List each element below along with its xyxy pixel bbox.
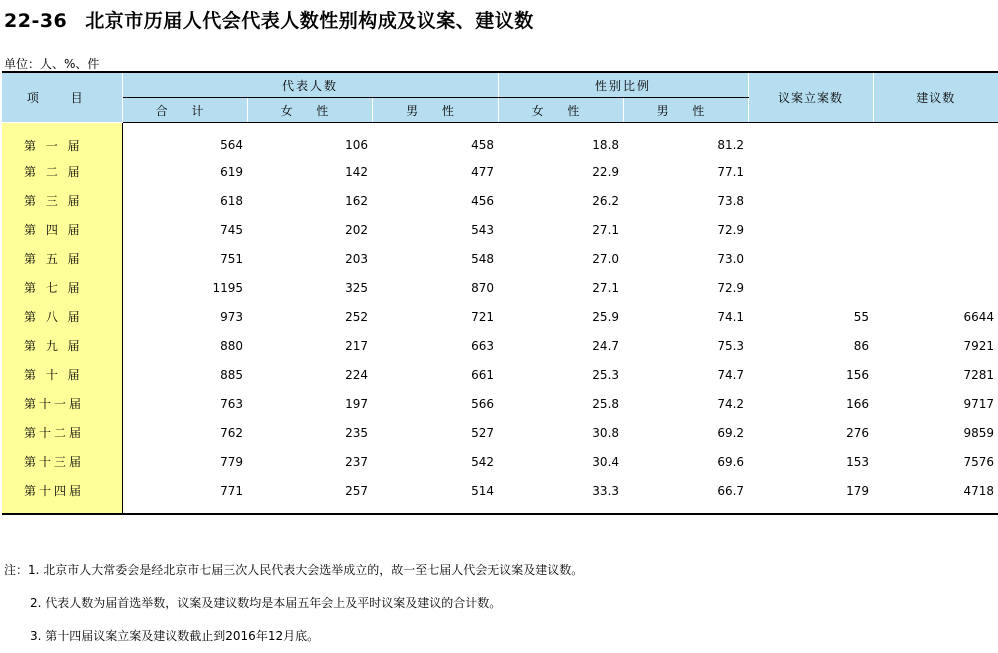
cell-motions	[748, 157, 873, 186]
cell-female-ratio: 25.9	[592, 309, 620, 324]
footnote-text: 代表人数为届首选举数，议案及建议数均是本届五年会上及平时议案及建议的合计数。	[45, 596, 502, 610]
cell-female: 235	[345, 425, 368, 440]
cell-suggestions	[873, 123, 998, 158]
table-row	[2, 476, 998, 514]
cell-male: 661	[471, 367, 495, 382]
table-row	[2, 273, 998, 302]
cell-suggestions: 9717	[963, 396, 995, 411]
table-row	[2, 123, 998, 158]
table-row	[2, 418, 998, 447]
cell-suggestions	[873, 273, 998, 302]
footnote-1	[4, 554, 583, 587]
cell-total: 619	[220, 164, 243, 179]
cell-female-ratio: 30.8	[592, 425, 620, 440]
cell-male-ratio: 74.2	[717, 396, 745, 411]
cell-suggestions: 4718	[873, 476, 998, 514]
header-motions: 议案立案数	[748, 72, 873, 123]
cell-female: 106	[345, 138, 368, 152]
cell-male: 870	[471, 280, 495, 295]
cell-motions: 276	[846, 425, 870, 440]
cell-male: 542	[471, 454, 495, 469]
cell-male-ratio: 74.7	[717, 367, 745, 382]
cell-male-ratio: 77.1	[717, 164, 745, 179]
header-male: 男 性	[372, 98, 498, 123]
footnotes	[4, 554, 583, 653]
table-row	[2, 447, 998, 476]
cell-total: 564	[220, 138, 243, 152]
cell-female-ratio: 30.4	[592, 454, 620, 469]
table-row	[2, 389, 998, 418]
footnote-3	[4, 620, 583, 653]
cell-motions: 166	[846, 396, 870, 411]
row-label: 第 一 届	[2, 123, 122, 158]
cell-male: 548	[471, 251, 495, 266]
page-title	[4, 6, 534, 33]
cell-female: 197	[345, 396, 368, 411]
footnote-text: 第十四届议案立案及建议数截止到2016年12月底。	[45, 629, 320, 643]
cell-male-ratio: 69.2	[717, 425, 745, 440]
cell-suggestions: 6644	[963, 309, 995, 324]
cell-motions	[748, 244, 873, 273]
footnote-text: 北京市人大常委会是经北京市七届三次人民代表大会选举成立的，故一至七届人代会无议案及建议数。	[43, 563, 584, 577]
header-group-ratio: 性别比例	[498, 72, 748, 98]
cell-male: 458	[471, 138, 495, 152]
cell-suggestions	[873, 215, 998, 244]
table-row	[2, 302, 998, 331]
cell-female-ratio: 27.1	[592, 222, 620, 237]
cell-male: 477	[471, 164, 495, 179]
cell-female-ratio: 27.1	[592, 280, 620, 295]
unit-label: 单位：人、%、件	[4, 57, 100, 71]
cell-motions	[748, 123, 873, 158]
cell-suggestions: 7921	[963, 338, 995, 353]
footnote-2	[4, 587, 583, 620]
cell-total: 618	[220, 193, 243, 208]
row-label: 第 四 届	[2, 215, 122, 244]
row-label: 第 九 届	[2, 331, 122, 360]
cell-total: 763	[220, 396, 243, 411]
cell-suggestions: 9859	[963, 425, 995, 440]
table-row	[2, 186, 998, 215]
cell-female: 217	[345, 338, 368, 353]
header-male-ratio: 男 性	[623, 98, 748, 123]
cell-male: 721	[471, 309, 495, 324]
row-label: 第 八 届	[2, 302, 122, 331]
cell-female-ratio: 24.7	[592, 338, 620, 353]
cell-motions	[748, 215, 873, 244]
cell-male-ratio: 73.8	[717, 193, 745, 208]
header-total: 合 计	[122, 98, 247, 123]
cell-female: 252	[345, 309, 368, 324]
cell-female: 325	[345, 280, 368, 295]
cell-motions: 55	[853, 309, 870, 324]
cell-total: 973	[220, 309, 243, 324]
header-item: 项 目	[2, 72, 122, 123]
table-row	[2, 215, 998, 244]
cell-motions	[748, 186, 873, 215]
cell-motions: 86	[853, 338, 870, 353]
table-row	[2, 244, 998, 273]
cell-total: 885	[220, 367, 243, 382]
row-label: 第十三届	[2, 447, 122, 476]
cell-female: 142	[345, 164, 368, 179]
table-body	[2, 123, 998, 515]
cell-motions: 153	[846, 454, 870, 469]
row-label: 第十二届	[2, 418, 122, 447]
cell-male: 514	[372, 476, 498, 514]
row-label: 第 七 届	[2, 273, 122, 302]
cell-female: 203	[345, 251, 368, 266]
cell-male-ratio: 74.1	[717, 309, 745, 324]
cell-male: 456	[471, 193, 495, 208]
cell-female: 257	[247, 476, 372, 514]
cell-total: 771	[122, 476, 247, 514]
cell-male-ratio: 72.9	[717, 280, 745, 295]
cell-male-ratio: 69.6	[717, 454, 745, 469]
cell-male: 663	[471, 338, 495, 353]
row-label: 第十四届	[2, 476, 122, 514]
table-header	[2, 72, 998, 123]
cell-male: 543	[471, 222, 495, 237]
cell-suggestions	[873, 157, 998, 186]
cell-total: 779	[220, 454, 243, 469]
cell-female-ratio: 26.2	[592, 193, 620, 208]
cell-male-ratio: 75.3	[717, 338, 745, 353]
cell-total: 762	[220, 425, 243, 440]
cell-total: 1195	[212, 280, 243, 295]
cell-suggestions: 7281	[963, 367, 995, 382]
cell-female: 237	[345, 454, 368, 469]
cell-female-ratio: 18.8	[592, 138, 620, 152]
cell-male: 527	[471, 425, 495, 440]
cell-suggestions: 7576	[963, 454, 995, 469]
header-suggestions: 建议数	[873, 72, 998, 123]
cell-suggestions	[873, 186, 998, 215]
cell-female: 162	[345, 193, 368, 208]
row-label: 第 五 届	[2, 244, 122, 273]
row-label: 第 三 届	[2, 186, 122, 215]
footnote-lead: 注：1.	[4, 563, 40, 577]
cell-motions: 156	[846, 367, 870, 382]
cell-male: 566	[471, 396, 495, 411]
cell-male-ratio: 66.7	[623, 476, 748, 514]
row-label: 第十一届	[2, 389, 122, 418]
cell-total: 745	[220, 222, 243, 237]
cell-female: 202	[345, 222, 368, 237]
data-table	[2, 71, 998, 515]
table-row	[2, 360, 998, 389]
cell-motions	[748, 273, 873, 302]
table-number: 22-36	[4, 10, 68, 32]
row-label: 第 二 届	[2, 157, 122, 186]
row-label: 第 十 届	[2, 360, 122, 389]
table-row	[2, 157, 998, 186]
cell-male-ratio: 73.0	[717, 251, 745, 266]
table-title-text: 北京市历届人代会代表人数性别构成及议案、建议数	[85, 10, 534, 32]
cell-total: 751	[220, 251, 243, 266]
header-female-ratio: 女 性	[498, 98, 623, 123]
cell-female-ratio: 33.3	[498, 476, 623, 514]
footnote-lead: 3.	[30, 629, 42, 643]
cell-female-ratio: 25.8	[592, 396, 620, 411]
header-female: 女 性	[247, 98, 372, 123]
cell-female-ratio: 27.0	[592, 251, 620, 266]
cell-total: 880	[220, 338, 243, 353]
cell-female: 224	[345, 367, 368, 382]
footnote-lead: 2.	[30, 596, 42, 610]
cell-suggestions	[873, 244, 998, 273]
cell-female-ratio: 22.9	[592, 164, 620, 179]
cell-female-ratio: 25.3	[592, 367, 620, 382]
cell-male-ratio: 81.2	[717, 138, 745, 152]
cell-motions: 179	[748, 476, 873, 514]
header-group-reps: 代表人数	[122, 72, 498, 98]
cell-male-ratio: 72.9	[717, 222, 745, 237]
table-row	[2, 331, 998, 360]
